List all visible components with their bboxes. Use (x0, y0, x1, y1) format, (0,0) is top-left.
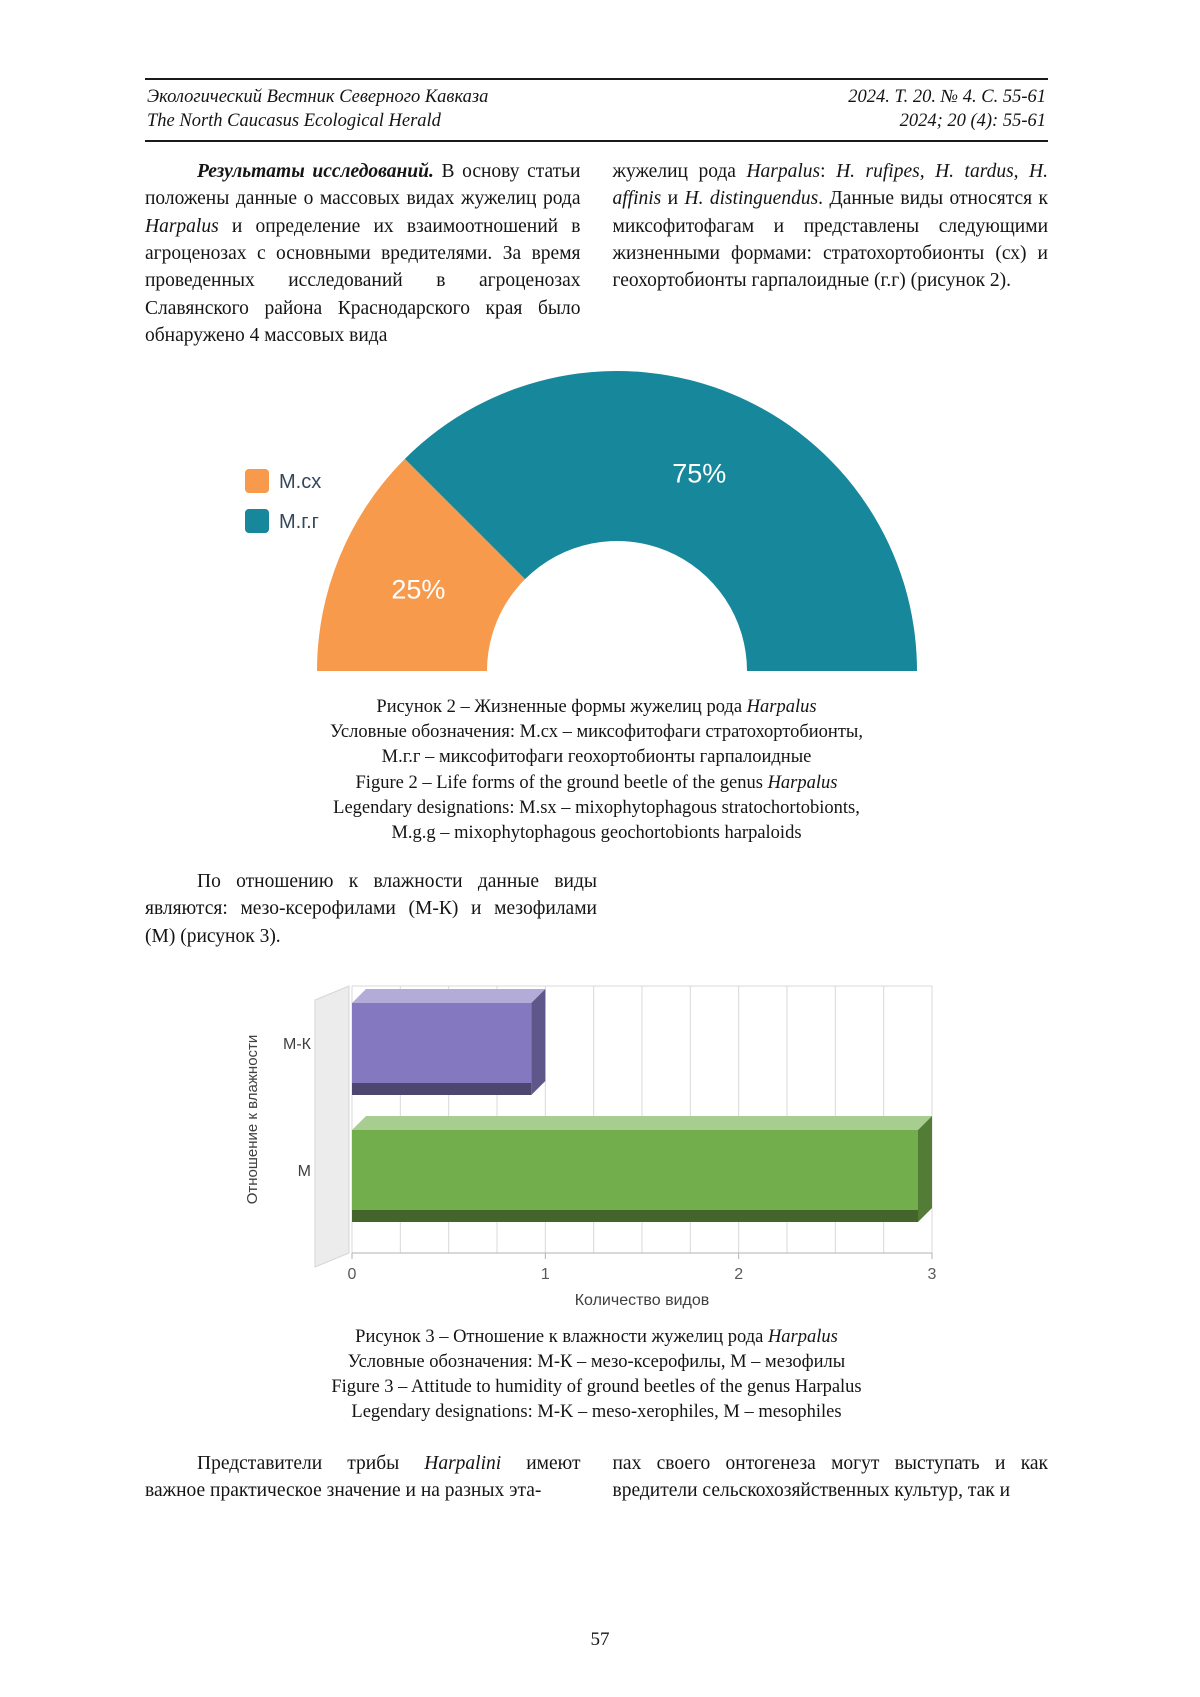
figure2 (145, 353, 1048, 846)
text-run: Harpalus (767, 772, 838, 793)
page-number: 57 (590, 1629, 610, 1650)
chart-text: Количество видов (574, 1292, 709, 1309)
text-run: M.g.g – mixophytophagous geochortobionts harpaloids (391, 822, 802, 843)
humidity-paragraph (145, 868, 597, 950)
text-run: Figure 3 – Attitude to humidity of ground beetles of the genus Harpalus (331, 1377, 862, 1398)
chart-text: 75% (671, 458, 726, 489)
text-run: Figure 2 – Life forms of the ground beetle of the genus (355, 772, 768, 793)
text-run: По отношению к влажности данные виды являются: мезо-ксерофилами (М-К) и мезофилами (М) (рисунок 3). (145, 871, 597, 947)
figure2-caption-line (145, 771, 1048, 796)
figure3-caption-line (145, 1325, 1048, 1350)
bar-end-face (531, 989, 545, 1095)
figure3-caption-line (145, 1400, 1048, 1425)
intro-right-paragraph (613, 158, 1049, 349)
legend-swatch-М.сх (245, 469, 269, 493)
chart-text: 1 (540, 1266, 550, 1283)
legend-swatch-М.г.г (245, 509, 269, 533)
figure2-caption (145, 695, 1048, 846)
text-run: H. rufipes, H. tardus, H. affinis (612, 161, 1048, 210)
chart-text: М.г.г (278, 511, 319, 534)
text-run: . Данные виды относятся к миксофитофагам и представлены следующими жизненными формами: стратохортобионты (сх) и геохортобионты гарпалоидные (г.г) (рисунок 2). (612, 188, 1049, 292)
bar-top-face (352, 989, 545, 1003)
bar-bottom-face (352, 1210, 918, 1222)
text-run: : (820, 161, 837, 183)
figure3 (145, 968, 1048, 1426)
figure3-caption (145, 1325, 1048, 1426)
header-row-en (147, 109, 1046, 133)
closing-right-paragraph (613, 1450, 1049, 1505)
text-run: жужелиц рода (612, 161, 747, 183)
text-run: Представители трибы (197, 1452, 425, 1474)
header-row-ru (147, 85, 1046, 109)
text-run: и определение их взаимоотношений в агроценозах с основными вредителями. За время проведенных исследований в агроценозах Славянского района Краснодарского края было обнаружено 4 массовых вида (145, 215, 581, 346)
figure2-caption-line (145, 745, 1048, 770)
text-run: Рисунок 2 – Жизненные формы жужелиц рода (376, 697, 747, 718)
figure2-chart (217, 353, 977, 683)
text-run: Условные обозначения: М-К – мезо-ксерофилы, М – мезофилы (347, 1352, 846, 1373)
text-run: Harpalini (424, 1452, 502, 1474)
bar-top-face (352, 1116, 932, 1130)
intro-section (145, 158, 1048, 349)
figure3-caption-line (145, 1375, 1048, 1400)
text-run: Harpalus (746, 697, 817, 718)
text-run: Harpalus (746, 161, 821, 183)
journal-title-en: The North Caucasus Ecological Herald (147, 111, 441, 132)
chart-text: 3 (927, 1266, 936, 1283)
bar-front-face-М-К (352, 1003, 531, 1083)
text-run: Рисунок 3 – Отношение к влажности жужелиц рода (355, 1327, 768, 1347)
text-run: Результаты исследований. (197, 161, 434, 183)
figure2-caption-line (145, 796, 1048, 821)
bar-front-face-М (352, 1130, 918, 1210)
text-run: В основу статьи положены данные о массовых видах жужелиц рода (145, 161, 581, 210)
closing-left-paragraph (145, 1450, 581, 1505)
bar-end-face (918, 1116, 932, 1222)
chart-text: 2 (733, 1266, 743, 1283)
figure2-caption-line (145, 720, 1048, 745)
text-run: и (661, 188, 685, 210)
chart-text: Отношение к влажности (243, 1034, 261, 1205)
text-run: Условные обозначения: М.сх – миксофитофаги стратохортобионты, (330, 722, 863, 743)
chart-text: М (297, 1163, 311, 1180)
figure3-caption-line (145, 1350, 1048, 1375)
text-run: М.г.г – миксофитофаги геохортобионты гарпалоидные (381, 747, 812, 768)
text-run: имеют важное практическое значение и на разных эта- (145, 1452, 581, 1501)
chart-side-wall (315, 986, 349, 1267)
chart-text: 0 (347, 1266, 356, 1283)
intro-left-paragraph (145, 158, 581, 349)
text-run: Legendary designations: M-K – meso-xerophiles, M – mesophiles (351, 1402, 842, 1423)
issue-info-en: 2024; 20 (4): 55-61 (899, 111, 1046, 132)
page-header (145, 78, 1048, 142)
figure2-caption-line (145, 695, 1048, 720)
figure2-caption-line (145, 821, 1048, 846)
chart-text: М.сх (278, 471, 321, 494)
journal-title-ru: Экологический Вестник Северного Кавказа (147, 87, 489, 107)
bar-bottom-face (352, 1083, 531, 1095)
text-run: H. distinguendus (684, 188, 819, 210)
closing-section (145, 1450, 1048, 1505)
issue-info-ru: 2024. Т. 20. № 4. С. 55-61 (848, 87, 1046, 107)
chart-text: 25% (390, 574, 445, 605)
text-run: пах своего онтогенеза могут выступать и как вредители сельскохозяйственных культур, так и (612, 1452, 1048, 1501)
text-run: Legendary designations: M.sx – mixophytophagous stratochortobionts, (333, 797, 860, 818)
text-run: Harpalus (767, 1327, 838, 1347)
text-run: Harpalus (145, 215, 219, 237)
chart-text: М-К (282, 1036, 311, 1053)
figure3-chart (217, 968, 977, 1313)
